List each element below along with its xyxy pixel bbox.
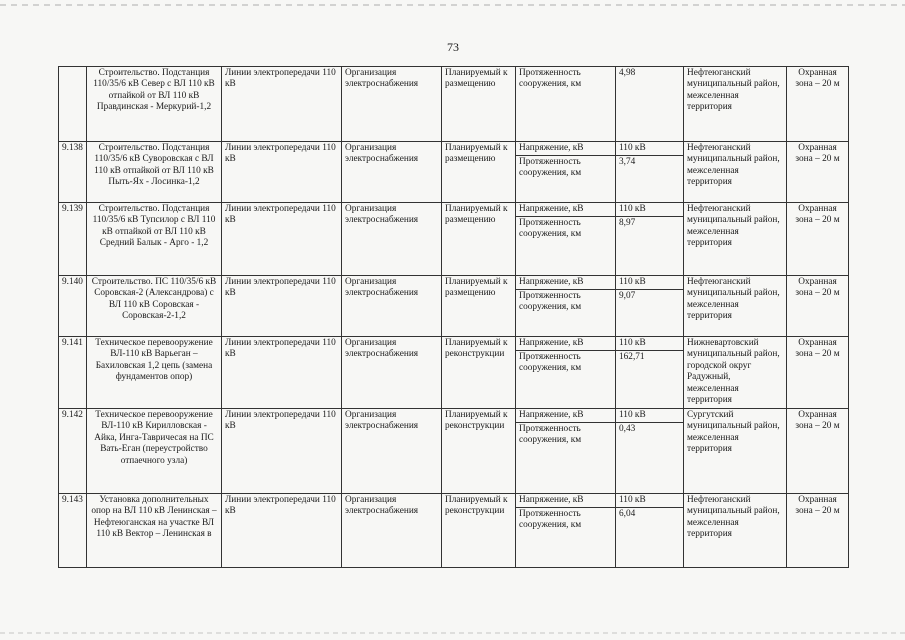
object-location: Нефтеюганский муниципальный район, межселенная территория [684,67,787,142]
protection-zone: Охранная зона – 20 м [787,203,849,276]
param-name: Напряжение, кВ [516,494,615,508]
row-number: 9.139 [59,203,87,276]
object-type: Линии электропередачи 110 кВ [222,203,342,276]
row-number: 9.140 [59,276,87,337]
table-row [59,409,849,494]
row-number: 9.138 [59,142,87,203]
object-status: Планируемый к реконструкции [442,409,516,494]
param-name: Протяженность сооружения, км [519,157,582,179]
param-value: 110 кВ [616,276,683,290]
protection-zone: Охранная зона – 20 м [787,67,849,142]
protection-zone: Охранная зона – 20 м [787,337,849,409]
param-name: Напряжение, кВ [516,276,615,290]
param-value: 110 кВ [616,203,683,217]
object-type: Линии электропередачи 110 кВ [222,67,342,142]
object-location: Нефтеюганский муниципальный район, межселенная территория [684,494,787,568]
param-name: Протяженность сооружения, км [519,291,582,313]
protection-zone: Охранная зона – 20 м [787,494,849,568]
object-purpose: Организация электроснабжения [342,337,442,409]
param-value: 162,71 [619,352,645,362]
param-value: 8,97 [619,218,636,228]
object-name: Строительство. Подстанция 110/35/6 кВ Север с ВЛ 110 кВ отпайкой от ВЛ 110 кВ Правдинская - Меркурий-1,2 [87,67,222,142]
row-number: 9.141 [59,337,87,409]
object-name: Установка дополнительных опор на ВЛ 110 кВ Ленинская – Нефтеюганская на участке ВЛ 110 кВ Вектор – Ленинская в [87,494,222,568]
object-status: Планируемый к реконструкции [442,494,516,568]
object-type: Линии электропередачи 110 кВ [222,494,342,568]
object-name: Техническое перевооружение ВЛ-110 кВ Кирилловская - Айка, Инга-Тавричесая на ПС Вать-Еган (переустройство отпаечного узла) [87,409,222,494]
param-value: 4,98 [619,68,636,78]
protection-zone: Охранная зона – 20 м [787,142,849,203]
param-names [516,409,616,494]
object-status: Планируемый к размещению [442,67,516,142]
param-values [616,337,684,409]
param-values [616,203,684,276]
page-number: 73 [447,40,459,54]
row-number: 9.143 [59,494,87,568]
param-values [616,276,684,337]
param-value: 6,04 [619,509,636,519]
param-name: Протяженность сооружения, км [519,68,582,90]
param-value: 110 кВ [616,409,683,423]
param-value: 110 кВ [616,337,683,351]
object-purpose: Организация электроснабжения [342,67,442,142]
param-names [516,337,616,409]
object-type: Линии электропередачи 110 кВ [222,337,342,409]
scan-artifact-top [0,4,905,6]
param-names [516,67,616,142]
object-purpose: Организация электроснабжения [342,142,442,203]
table-row [59,276,849,337]
param-name: Протяженность сооружения, км [519,509,582,531]
object-status: Планируемый к размещению [442,142,516,203]
object-location: Нижневартовский муниципальный район, городской округ Радужный, межселенная территория [684,337,787,409]
param-name: Напряжение, кВ [516,203,615,217]
object-type: Линии электропередачи 110 кВ [222,276,342,337]
object-type: Линии электропередачи 110 кВ [222,409,342,494]
param-values [616,494,684,568]
table-row [59,337,849,409]
table-row [59,142,849,203]
object-purpose: Организация электроснабжения [342,203,442,276]
param-value: 9,07 [619,291,636,301]
param-values [616,409,684,494]
table-row [59,67,849,142]
object-name: Строительство. Подстанция 110/35/6 кВ Тупсилор с ВЛ 110 кВ отпайкой от ВЛ 110 кВ Средний Балык - Арго - 1,2 [87,203,222,276]
param-value: 110 кВ [616,142,683,156]
param-name: Протяженность сооружения, км [519,352,582,374]
param-value: 0,43 [619,424,636,434]
object-status: Планируемый к размещению [442,276,516,337]
object-status: Планируемый к реконструкции [442,337,516,409]
param-name: Протяженность сооружения, км [519,424,582,446]
protection-zone: Охранная зона – 20 м [787,276,849,337]
object-purpose: Организация электроснабжения [342,409,442,494]
object-location: Нефтеюганский муниципальный район, межселенная территория [684,142,787,203]
param-name: Напряжение, кВ [516,142,615,156]
table-row [59,203,849,276]
table-row [59,494,849,568]
object-location: Сургутский муниципальный район, межселенная территория [684,409,787,494]
param-name: Напряжение, кВ [516,337,615,351]
protection-zone: Охранная зона – 20 м [787,409,849,494]
param-name: Напряжение, кВ [516,409,615,423]
object-status: Планируемый к размещению [442,203,516,276]
object-name: Техническое перевооружение ВЛ-110 кВ Варьеган – Бахиловская 1,2 цепь (замена фундаментов опор) [87,337,222,409]
object-location: Нефтеюганский муниципальный район, межселенная территория [684,276,787,337]
object-purpose: Организация электроснабжения [342,276,442,337]
row-number: 9.142 [59,409,87,494]
param-value: 110 кВ [616,494,683,508]
param-value: 3,74 [619,157,636,167]
param-names [516,494,616,568]
object-purpose: Организация электроснабжения [342,494,442,568]
object-name: Строительство. ПС 110/35/6 кВ Соровская-2 (Александрова) с ВЛ 110 кВ Соровская - Соровская-2-1,2 [87,276,222,337]
param-names [516,276,616,337]
object-location: Нефтеюганский муниципальный район, межселенная территория [684,203,787,276]
param-name: Протяженность сооружения, км [519,218,582,240]
objects-table [58,66,849,568]
param-values [616,67,684,142]
param-values [616,142,684,203]
param-names [516,142,616,203]
scan-artifact-bottom [0,632,905,634]
param-names [516,203,616,276]
object-name: Строительство. Подстанция 110/35/6 кВ Суворовская с ВЛ 110 кВ отпайкой от ВЛ 110 кВ Пыть-Ях - Лосинка-1,2 [87,142,222,203]
row-number [59,67,87,142]
object-type: Линии электропередачи 110 кВ [222,142,342,203]
